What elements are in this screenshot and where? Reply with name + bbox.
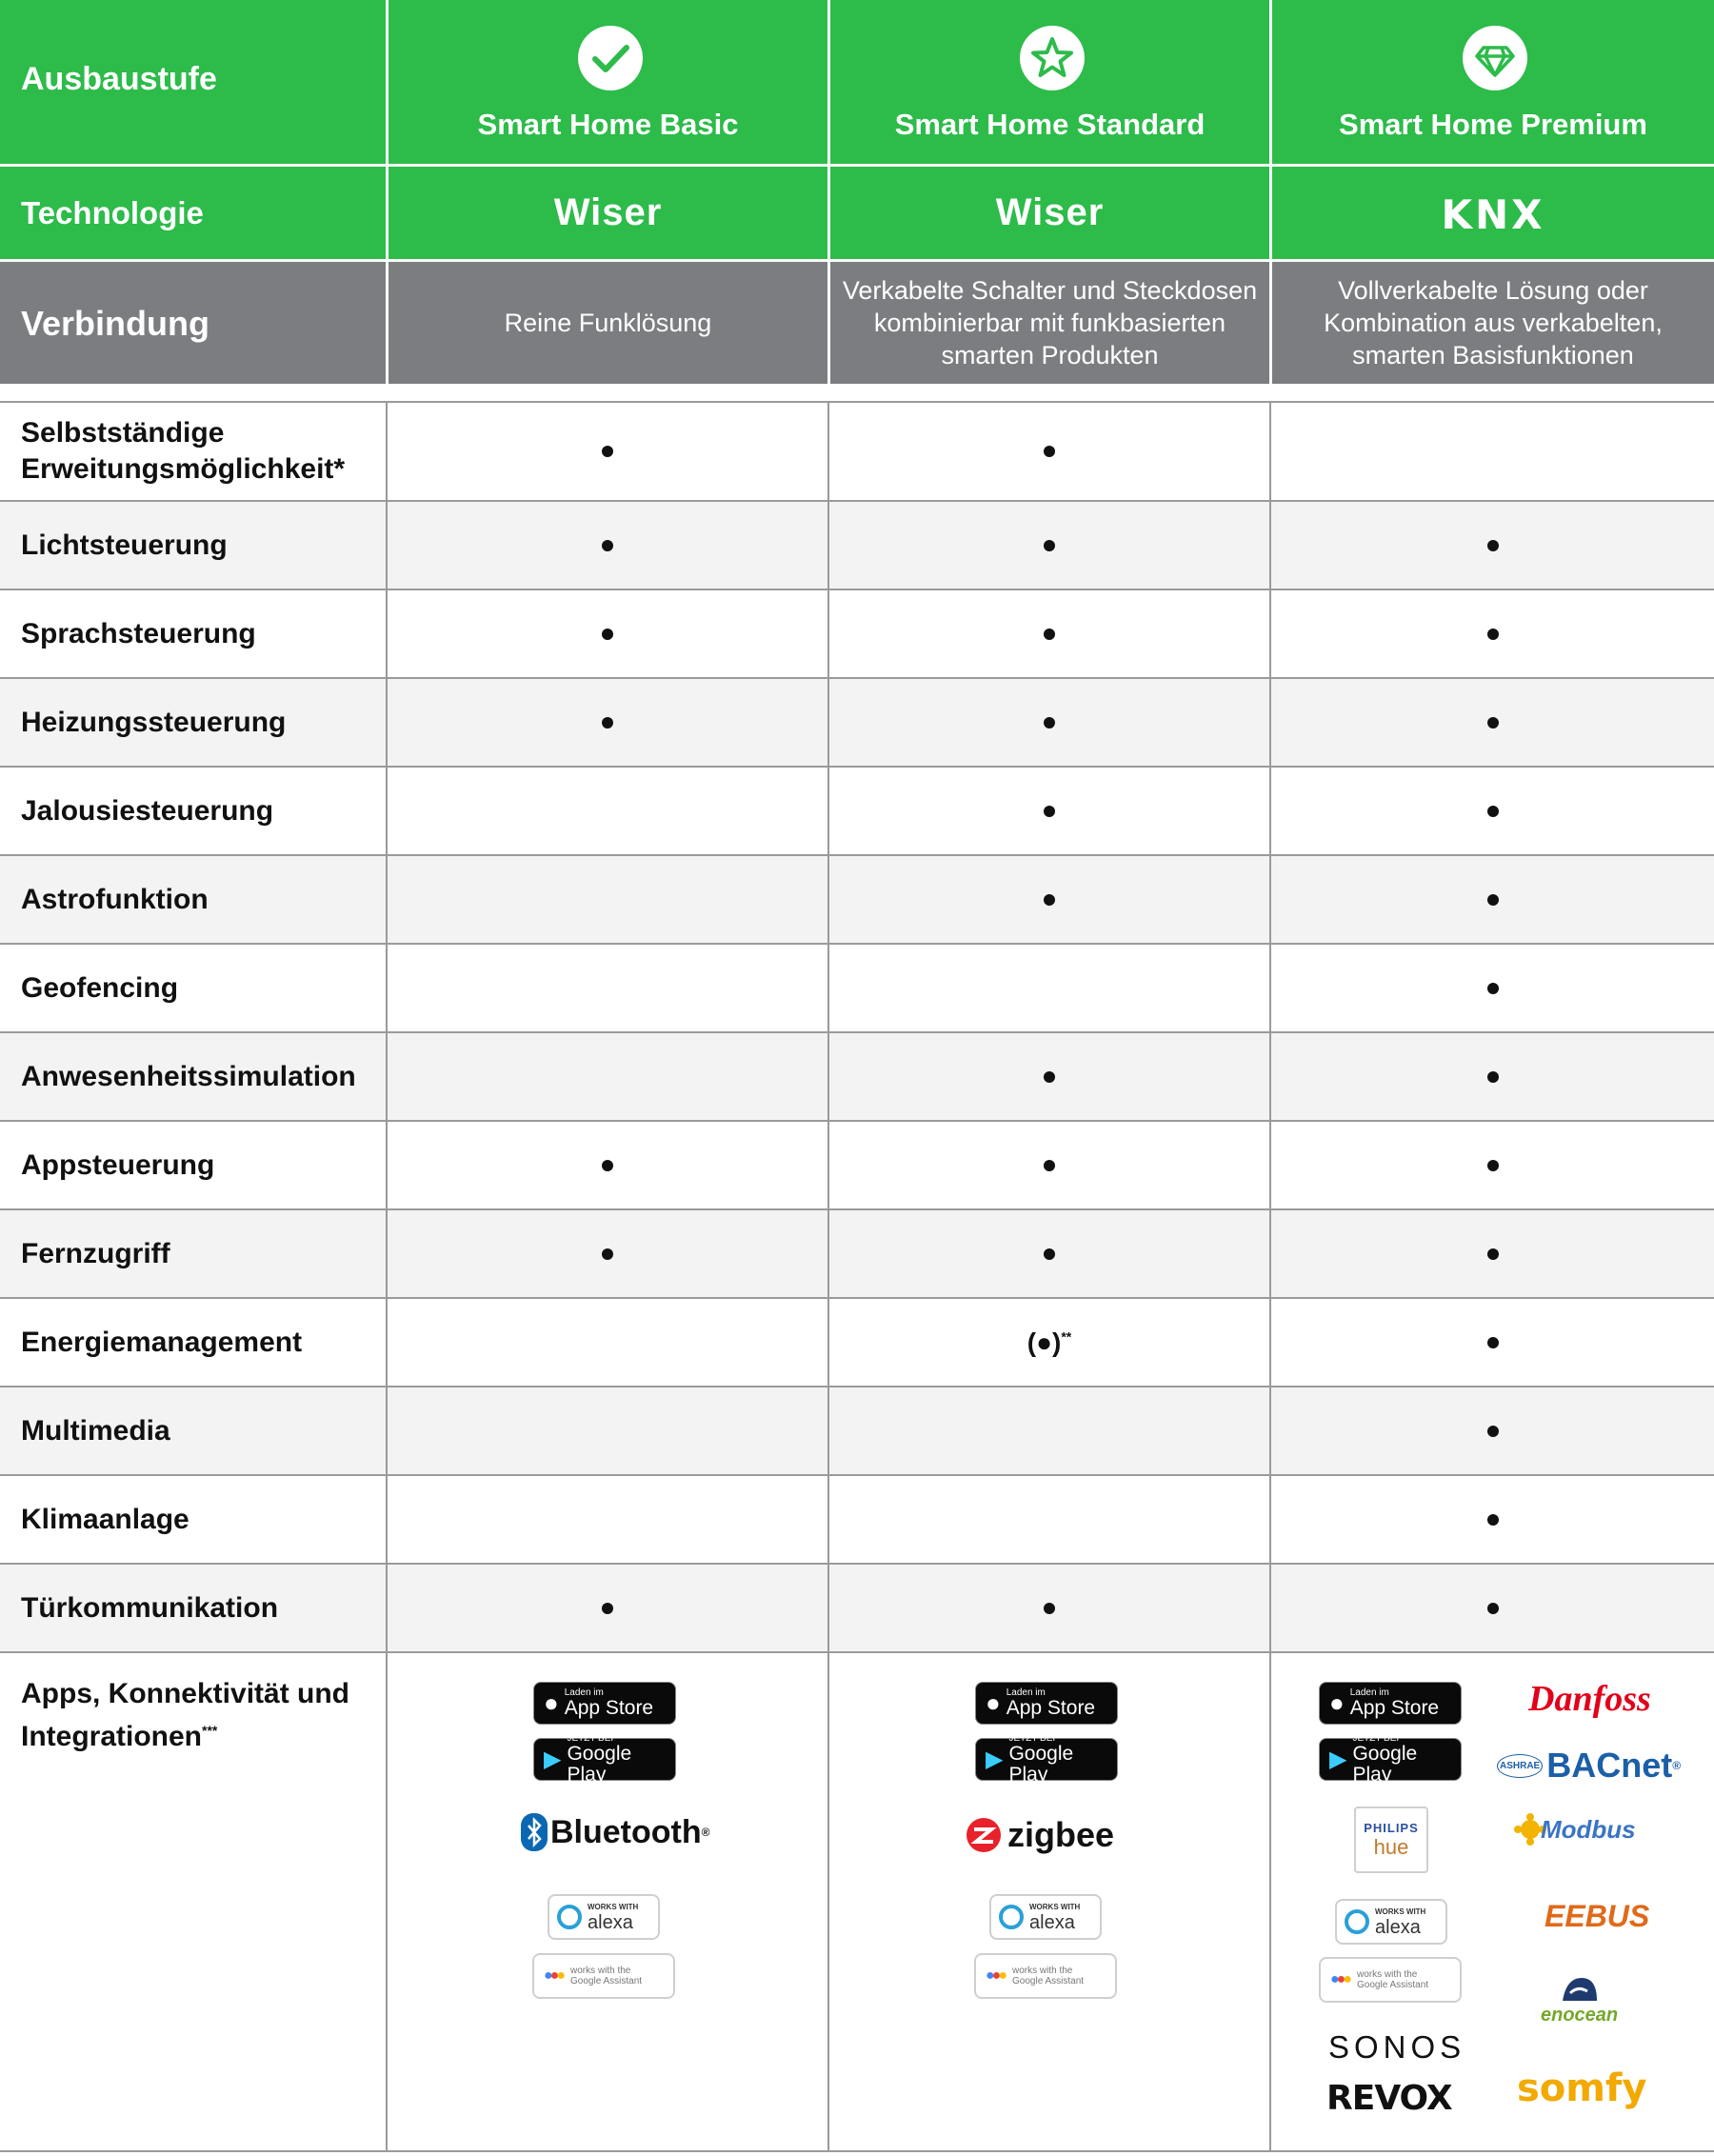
wiser-logo: Wiser bbox=[553, 191, 663, 233]
feature-dot bbox=[602, 629, 613, 640]
feature-row bbox=[0, 856, 1714, 945]
header-label-cell bbox=[0, 0, 386, 164]
google-assistant-badge bbox=[1319, 1957, 1462, 2003]
alexa-badge bbox=[989, 1894, 1102, 1940]
app-store-small: Laden im bbox=[1349, 1687, 1389, 1698]
footnote-marker: *** bbox=[202, 1723, 218, 1738]
connection-row bbox=[0, 262, 1714, 384]
enocean-icon bbox=[1559, 1974, 1601, 2005]
feature-row bbox=[0, 1299, 1714, 1387]
google-play-big: Google Play bbox=[1352, 1743, 1418, 1786]
alexa-big: alexa bbox=[1029, 1911, 1075, 1933]
app-store-big: App Store bbox=[1006, 1697, 1096, 1719]
feature-row bbox=[0, 679, 1714, 768]
revox-logo: REVOX bbox=[1326, 2079, 1452, 2118]
enocean-text: enocean bbox=[1541, 2005, 1619, 2026]
feature-dot bbox=[1487, 1603, 1499, 1614]
bacnet-logo: ASHRAE BACnet ® bbox=[1497, 1746, 1681, 1786]
feature-dot bbox=[602, 1160, 613, 1171]
feature-dot bbox=[1044, 894, 1055, 906]
feature-label: Selbstständige Erweitungsmöglichkeit* bbox=[21, 417, 346, 485]
tier-title-basic: Smart Home Basic bbox=[477, 108, 739, 141]
zigbee-text: zigbee bbox=[1007, 1815, 1115, 1854]
hue-text: hue bbox=[1373, 1834, 1409, 1859]
zigbee-icon bbox=[966, 1817, 1002, 1853]
feature-row bbox=[0, 768, 1714, 856]
alexa-big: alexa bbox=[1375, 1916, 1421, 1938]
google-play-small: JETZT BEI bbox=[1352, 1733, 1400, 1744]
google-assistant-badge bbox=[974, 1953, 1117, 1999]
philips-text: PHILIPS bbox=[1364, 1820, 1419, 1835]
feature-dot bbox=[1487, 894, 1499, 906]
ga-line1: works with the bbox=[1012, 1966, 1073, 1976]
feature-label: Appsteuerung bbox=[21, 1148, 215, 1181]
feature-label: Astrofunktion bbox=[21, 883, 209, 915]
somfy-logo: somfy bbox=[1517, 2066, 1647, 2110]
connection-basic-cell bbox=[386, 262, 827, 384]
app-store-badge[interactable] bbox=[533, 1682, 676, 1725]
feature-row bbox=[0, 1122, 1714, 1210]
feature-row bbox=[0, 403, 1714, 502]
connection-standard-text: Verkabelte Schalter und Steckdosen kombinierbar mit funkbasierten smarten Produkten bbox=[842, 276, 1258, 369]
feature-dot bbox=[1044, 1160, 1055, 1171]
feature-dot bbox=[602, 540, 613, 551]
apple-icon: ● bbox=[986, 1688, 1001, 1717]
feature-dot bbox=[1044, 1603, 1055, 1614]
integrations-row bbox=[0, 1653, 1714, 2152]
row-label-technologie: Technologie bbox=[21, 195, 204, 230]
row-label-ausbaustufe: Ausbaustufe bbox=[21, 61, 217, 97]
bluetooth-icon bbox=[521, 1813, 548, 1851]
alexa-ring-icon bbox=[557, 1905, 582, 1929]
feature-row bbox=[0, 1033, 1714, 1122]
feature-label: Sprachsteuerung bbox=[21, 617, 256, 649]
google-assistant-icon: ●●● bbox=[986, 1967, 1006, 1984]
feature-row bbox=[0, 1565, 1714, 1653]
bacnet-text: BACnet bbox=[1546, 1746, 1673, 1785]
diamond-icon bbox=[1461, 24, 1529, 92]
star-icon bbox=[1018, 24, 1086, 92]
alexa-ring-icon bbox=[1345, 1909, 1369, 1934]
ashrae-text: ASHRAE bbox=[1497, 1754, 1543, 1778]
footnote-marker: ** bbox=[1061, 1328, 1072, 1345]
partial-marker bbox=[1027, 1328, 1071, 1358]
feature-dot bbox=[1487, 1426, 1499, 1437]
google-play-big: Google Play bbox=[567, 1743, 632, 1786]
feature-label: Energiemanagement bbox=[21, 1326, 303, 1358]
google-assistant-icon: ●●● bbox=[544, 1967, 564, 1984]
wiser-logo: Wiser bbox=[995, 191, 1105, 233]
technology-standard-cell bbox=[827, 167, 1269, 259]
integrations-label-text: Apps, Konnektivität und Integrationen bbox=[21, 1678, 349, 1752]
feature-dot bbox=[1487, 1160, 1499, 1171]
feature-dot bbox=[1044, 446, 1055, 457]
feature-row bbox=[0, 945, 1714, 1033]
integrations-standard bbox=[827, 1653, 1269, 2152]
feature-dot bbox=[1487, 540, 1499, 551]
feature-label: Klimaanlage bbox=[21, 1503, 189, 1535]
app-store-big: App Store bbox=[1349, 1697, 1440, 1719]
connection-standard-cell bbox=[827, 262, 1269, 384]
feature-label: Fernzugriff bbox=[21, 1237, 170, 1269]
philips-hue-logo bbox=[1354, 1807, 1428, 1873]
ga-line2: Google Assistant bbox=[1012, 1976, 1085, 1986]
knx-logo: KNX bbox=[1441, 191, 1545, 238]
tier-standard-header bbox=[827, 0, 1269, 164]
feature-label: Jalousiesteuerung bbox=[21, 794, 274, 827]
alexa-big: alexa bbox=[588, 1911, 633, 1933]
feature-dot bbox=[1044, 1248, 1055, 1260]
feature-label: Türkommunikation bbox=[21, 1591, 279, 1624]
app-store-small: Laden im bbox=[1006, 1687, 1046, 1698]
alexa-badge bbox=[548, 1894, 660, 1940]
partial-marker-text: (●) bbox=[1026, 1327, 1062, 1357]
alexa-small: WORKS WITH bbox=[588, 1902, 639, 1911]
feature-dot bbox=[1487, 629, 1499, 640]
feature-row bbox=[0, 590, 1714, 679]
google-play-big: Google Play bbox=[1008, 1743, 1074, 1786]
connection-label-cell bbox=[0, 262, 386, 384]
alexa-badge bbox=[1335, 1899, 1447, 1945]
play-icon: ▶ bbox=[544, 1747, 562, 1772]
enocean-logo bbox=[1541, 1974, 1618, 2026]
technology-basic-cell bbox=[386, 167, 827, 259]
google-play-small: JETZT BEI bbox=[1008, 1733, 1056, 1744]
feature-dot bbox=[1487, 1337, 1499, 1348]
tier-title-standard: Smart Home Standard bbox=[894, 108, 1206, 141]
feature-dot bbox=[1044, 629, 1055, 640]
feature-dot bbox=[602, 446, 613, 457]
feature-row bbox=[0, 1210, 1714, 1299]
modbus-text: Modbus bbox=[1541, 1814, 1636, 1844]
google-play-badge[interactable] bbox=[975, 1733, 1118, 1786]
feature-label: Geofencing bbox=[21, 971, 179, 1004]
feature-dot bbox=[1487, 806, 1499, 817]
check-icon bbox=[576, 24, 645, 92]
alexa-small: WORKS WITH bbox=[1375, 1906, 1426, 1916]
danfoss-logo: Danfoss bbox=[1528, 1679, 1651, 1719]
bluetooth-text: Bluetooth bbox=[550, 1813, 702, 1850]
feature-dot bbox=[602, 1248, 613, 1260]
feature-dot bbox=[1487, 1071, 1499, 1083]
row-label-verbindung: Verbindung bbox=[21, 304, 209, 343]
app-store-badge[interactable] bbox=[975, 1682, 1118, 1725]
feature-dot bbox=[1044, 717, 1055, 729]
google-assistant-icon: ●●● bbox=[1330, 1971, 1350, 1987]
google-play-small: JETZT BEI bbox=[567, 1733, 614, 1744]
feature-dot bbox=[1044, 540, 1055, 551]
technology-premium-cell bbox=[1269, 167, 1714, 259]
apple-icon: ● bbox=[544, 1688, 559, 1717]
feature-dot bbox=[1487, 983, 1499, 994]
feature-dot bbox=[1044, 806, 1055, 817]
header-row bbox=[0, 0, 1714, 164]
connection-premium-text: Vollverkabelte Lösung oder Kombination aus verkabelten, smarten Basisfunktionen bbox=[1324, 276, 1663, 369]
bluetooth-logo: Bluetooth ® bbox=[521, 1813, 709, 1851]
technology-label-cell bbox=[0, 167, 386, 259]
feature-dot bbox=[1487, 1248, 1499, 1260]
eebus-logo: EEBUS bbox=[1545, 1899, 1650, 1933]
zigbee-logo bbox=[966, 1815, 1114, 1855]
google-play-badge[interactable] bbox=[1319, 1733, 1462, 1786]
integrations-label bbox=[21, 1676, 386, 1755]
tier-premium-header bbox=[1269, 0, 1714, 164]
feature-label: Lichtsteuerung bbox=[21, 529, 228, 561]
feature-dot bbox=[1487, 1514, 1499, 1526]
feature-label: Heizungssteuerung bbox=[21, 706, 287, 738]
tier-title-premium: Smart Home Premium bbox=[1339, 108, 1647, 141]
feature-dot bbox=[602, 1603, 613, 1614]
sonos-logo: SONOS bbox=[1328, 2029, 1466, 2065]
feature-row bbox=[0, 502, 1714, 590]
integrations-basic bbox=[386, 1653, 827, 2152]
google-assistant-badge bbox=[532, 1953, 675, 1999]
alexa-small: WORKS WITH bbox=[1029, 1902, 1081, 1911]
connection-premium-cell bbox=[1269, 262, 1714, 384]
ga-line2: Google Assistant bbox=[1357, 1980, 1429, 1990]
feature-row bbox=[0, 1476, 1714, 1565]
ga-line2: Google Assistant bbox=[570, 1976, 643, 1986]
google-play-badge[interactable] bbox=[533, 1733, 676, 1786]
ga-line1: works with the bbox=[570, 1966, 631, 1976]
play-icon: ▶ bbox=[986, 1747, 1004, 1772]
integrations-premium bbox=[1269, 1653, 1714, 2152]
feature-dot bbox=[1487, 717, 1499, 729]
connection-basic-text: Reine Funklösung bbox=[504, 309, 712, 337]
feature-label: Anwesenheitssimulation bbox=[21, 1060, 356, 1092]
app-store-small: Laden im bbox=[564, 1687, 604, 1698]
play-icon: ▶ bbox=[1329, 1747, 1347, 1772]
feature-dot bbox=[602, 717, 613, 729]
feature-label: Multimedia bbox=[21, 1414, 170, 1447]
modbus-logo bbox=[1514, 1813, 1636, 1846]
feature-dot bbox=[1044, 1071, 1055, 1083]
app-store-big: App Store bbox=[564, 1697, 654, 1719]
tier-basic-header bbox=[386, 0, 827, 164]
ga-line1: works with the bbox=[1357, 1969, 1418, 1980]
technology-row bbox=[0, 167, 1714, 259]
apple-icon: ● bbox=[1329, 1688, 1345, 1717]
feature-row bbox=[0, 1387, 1714, 1476]
alexa-ring-icon bbox=[999, 1905, 1024, 1929]
app-store-badge[interactable] bbox=[1319, 1682, 1462, 1725]
